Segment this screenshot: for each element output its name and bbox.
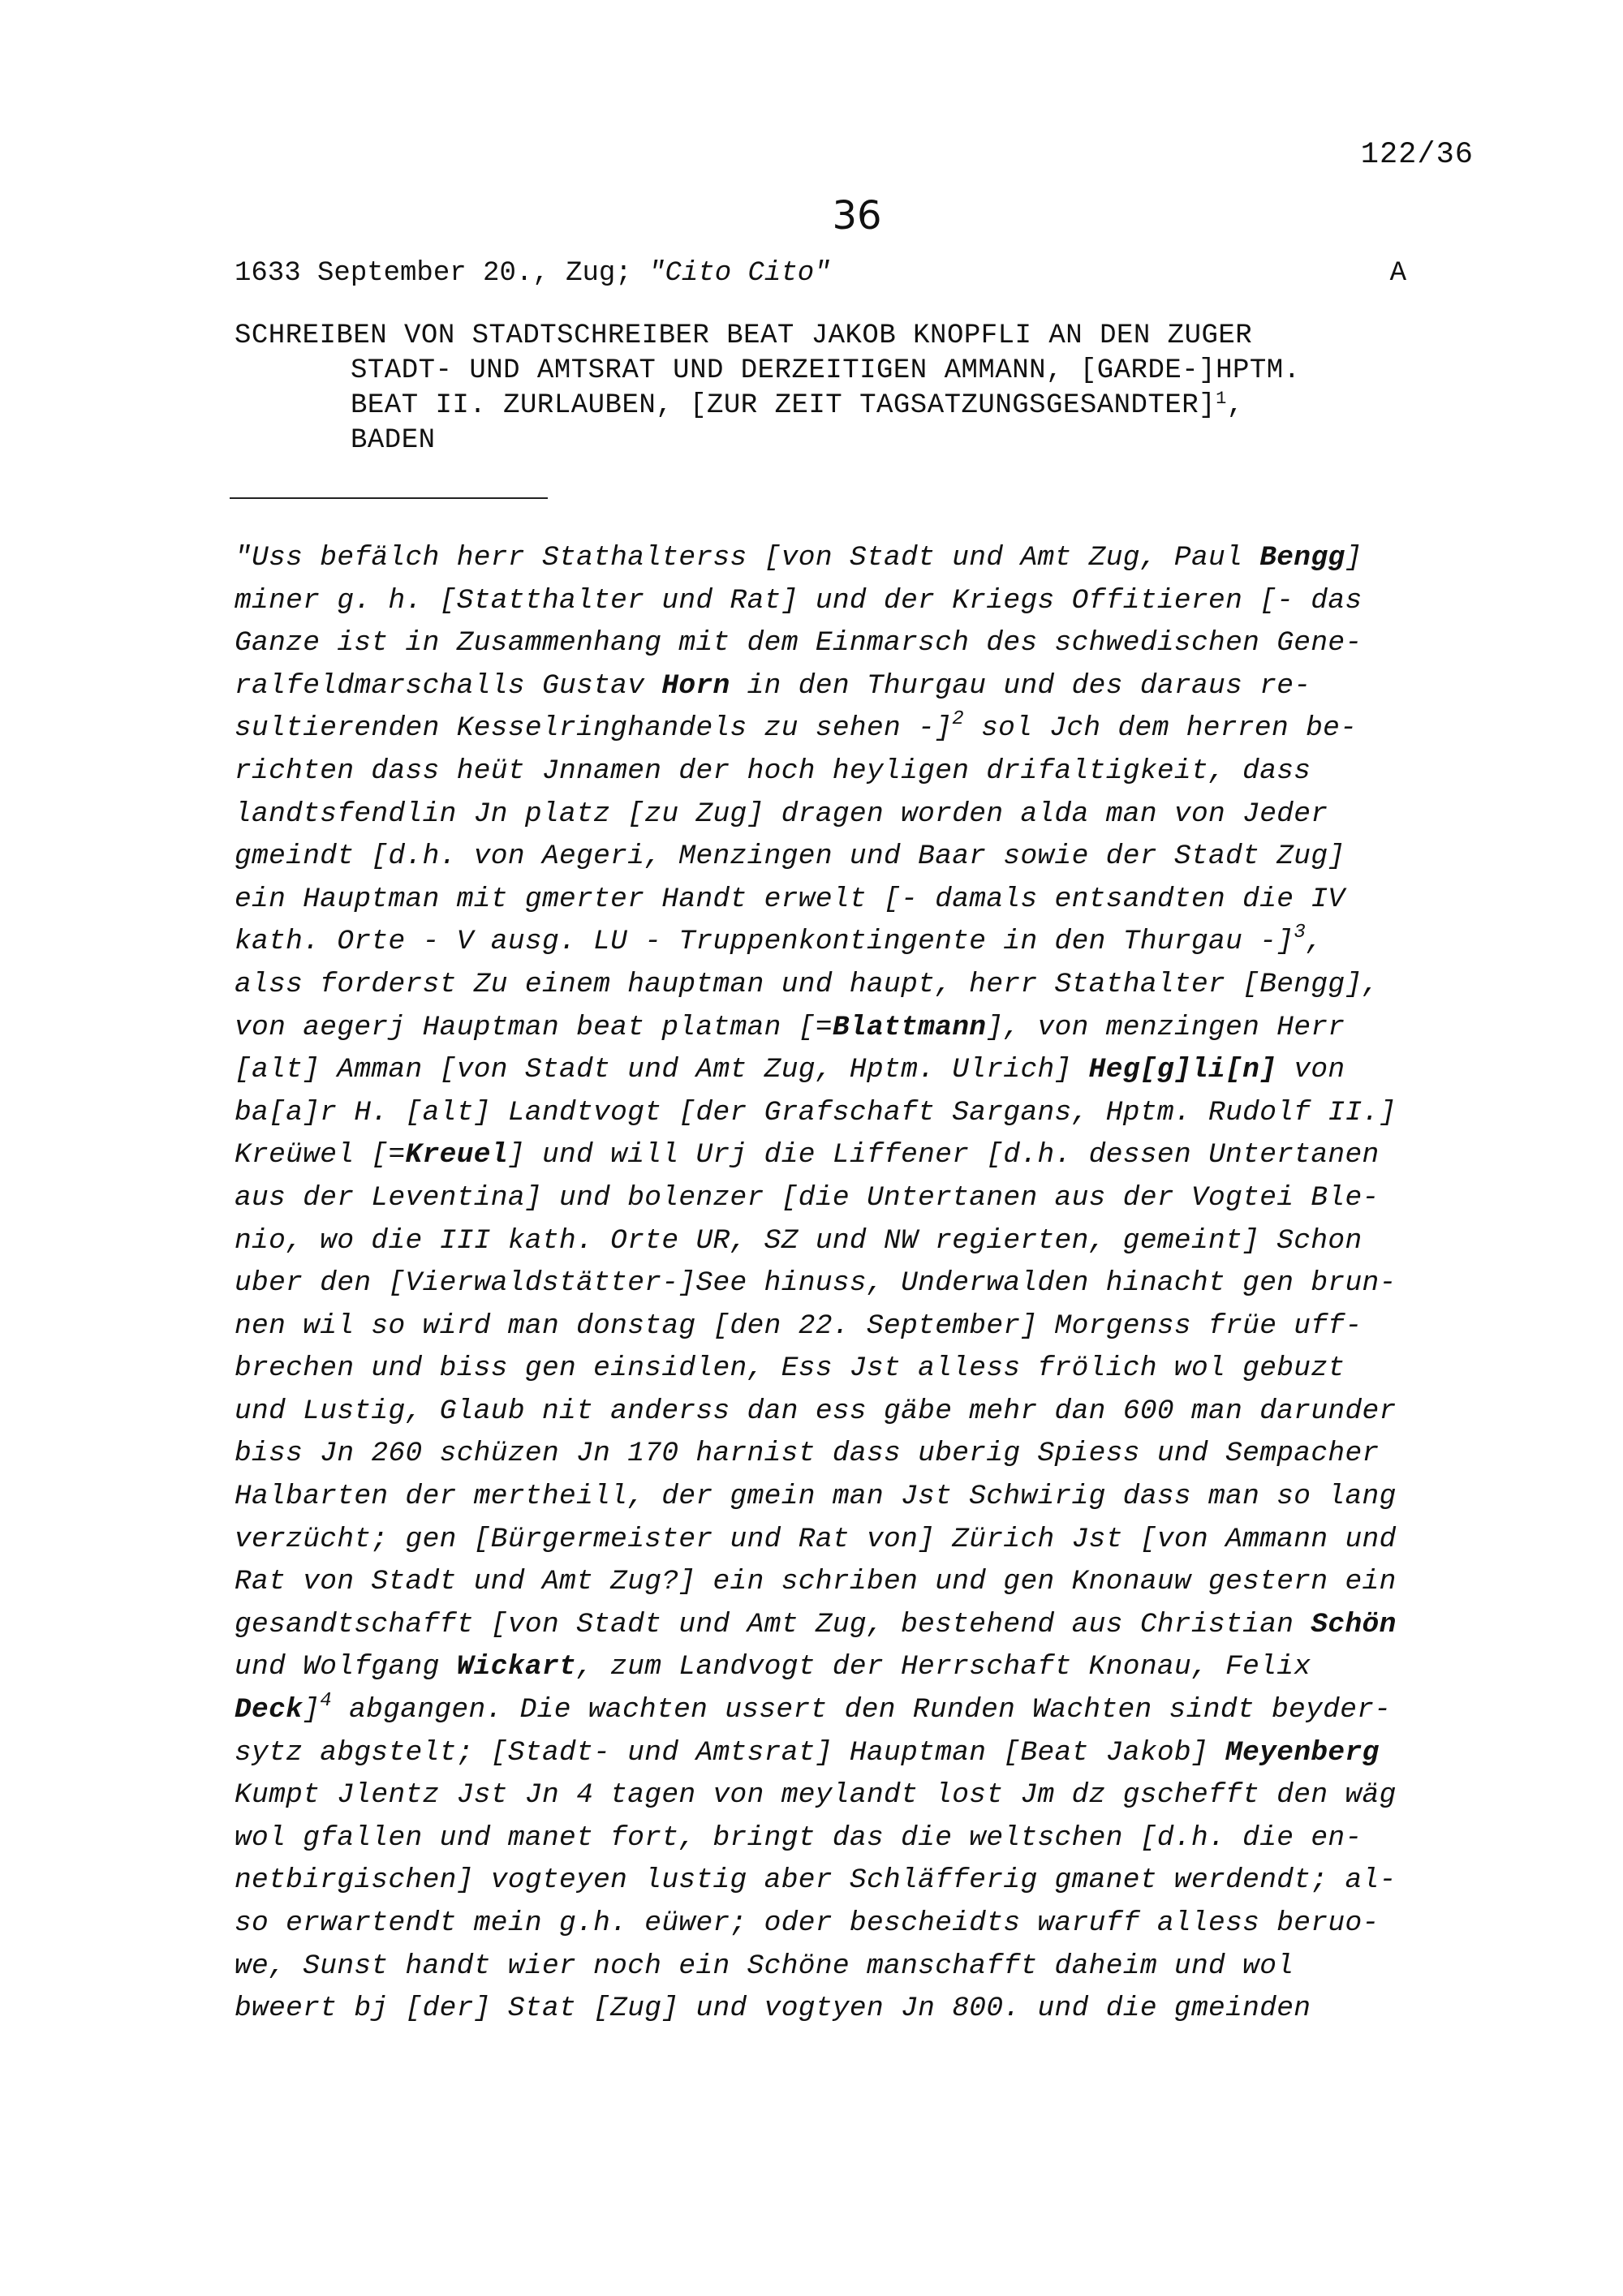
text-line: nen wil so wird man donstag [den 22. September] Morgenss früe uff- bbox=[235, 1309, 1363, 1342]
text-line: Kumpt Jlentz Jst Jn 4 tagen von meylandt lost Jm dz gschefft den wäg bbox=[235, 1779, 1397, 1812]
text-line: "Uss befälch herr Stathalterss [von Stadt und Amt Zug, Paul Bengg] bbox=[235, 542, 1363, 574]
page-reference: 122/36 bbox=[1360, 138, 1474, 172]
text-line: so erwartendt mein g.h. eüwer; oder bescheidts waruff alless beruo- bbox=[235, 1907, 1380, 1939]
text-line: aus der Leventina] und bolenzer [die Untertanen aus der Vogtei Ble- bbox=[235, 1181, 1380, 1214]
name-highlight: Horn bbox=[661, 669, 730, 702]
footnote-ref: 2 bbox=[952, 708, 965, 731]
text-line: wol gfallen und manet fort, bringt das die weltschen [d.h. die en- bbox=[235, 1821, 1363, 1854]
text-line: verzücht; gen [Bürgermeister und Rat von] Zürich Jst [von Ammann und bbox=[235, 1523, 1397, 1555]
text-line: Kreüwel [=Kreuel] und will Urj die Liffener [d.h. dessen Untertanen bbox=[235, 1139, 1380, 1172]
footnote-ref: 4 bbox=[320, 1690, 333, 1713]
text-line: uber den [Vierwaldstätter-]See hinuss, Underwalden hinacht gen brun- bbox=[235, 1267, 1397, 1300]
name-highlight: Schön bbox=[1311, 1608, 1397, 1640]
text-line: ralfeldmarschalls Gustav Horn in den Thurgau und des daraus re- bbox=[235, 669, 1311, 702]
text-line: landtsfendlin Jn platz [zu Zug] dragen worden alda man von Jeder bbox=[235, 798, 1328, 830]
footnote-ref: 1 bbox=[1216, 389, 1227, 409]
text-line: brechen und biss gen einsidlen, Ess Jst alless frölich wol gebuzt bbox=[235, 1352, 1345, 1385]
text-line: sytz abgstelt; [Stadt- und Amtsrat] Hauptman [Beat Jakob] Meyenberg bbox=[235, 1736, 1380, 1769]
text-line: ba[a]r H. [alt] Landtvogt [der Grafschaft Sargans, Hptm. Rudolf II.] bbox=[235, 1096, 1397, 1129]
text-line: miner g. h. [Statthalter und Rat] und der Kriegs Offitieren [- das bbox=[235, 584, 1363, 617]
title-line: BADEN bbox=[351, 425, 436, 456]
text-line: Rat von Stadt und Amt Zug?] ein schriben und gen Knonauw gestern ein bbox=[235, 1566, 1397, 1598]
text-line: nio, wo die III kath. Orte UR, SZ und NW regierten, gemeint] Schon bbox=[235, 1224, 1363, 1257]
name-highlight: Deck bbox=[235, 1694, 304, 1726]
text-line: [alt] Amman [von Stadt und Amt Zug, Hptm. Ulrich] Heg[g]li[n] von bbox=[235, 1054, 1345, 1086]
document-title bbox=[235, 319, 1468, 458]
text-line: alss forderst Zu einem hauptman und haupt, herr Stathalter [Bengg], bbox=[235, 968, 1380, 1000]
date-place: 1633 September 20., Zug; "Cito Cito" bbox=[235, 258, 831, 289]
text-line: ein Hauptman mit gmerter Handt erwelt [- damals entsandten die IV bbox=[235, 883, 1345, 915]
text-line: Deck]$^4$ abgangen. Die wachten ussert den Runden Wachten sindt beyder- bbox=[235, 1690, 1392, 1726]
version-marker: A bbox=[1389, 258, 1406, 289]
text-line: bweert bj [der] Stat [Zug] und vogtyen Jn 800. und die gmeinden bbox=[235, 1993, 1311, 2025]
text-line: und Lustig, Glaub nit anderss dan ess gäbe mehr dan 600 man darunder bbox=[235, 1395, 1397, 1427]
text-line: Halbarten der mertheill, der gmein man Jst Schwirig dass man so lang bbox=[235, 1481, 1397, 1513]
title-line: SCHREIBEN VON STADTSCHREIBER BEAT JAKOB KNOPFLI AN DEN ZUGER bbox=[235, 320, 1253, 351]
name-highlight: Bengg bbox=[1259, 542, 1345, 574]
text-line: biss Jn 260 schüzen Jn 170 harnist dass uberig Spiess und Sempacher bbox=[235, 1438, 1380, 1470]
text-line: sultierenden Kesselringhandels zu sehen -]$^2$ sol Jch dem herren be- bbox=[235, 708, 1358, 745]
text-line: kath. Orte - V ausg. LU - Truppenkontingente in den Thurgau -]$^3$, bbox=[235, 922, 1324, 958]
date-quote: "Cito Cito" bbox=[648, 258, 831, 289]
title-line: STADT- UND AMTSRAT UND DERZEITIGEN AMMANN, [GARDE-]HPTM. bbox=[351, 355, 1301, 386]
date-line bbox=[235, 258, 1406, 289]
name-highlight: Wickart bbox=[456, 1651, 577, 1683]
name-highlight: Kreuel bbox=[405, 1139, 508, 1172]
name-highlight: Meyenberg bbox=[1225, 1736, 1380, 1769]
text-line: richten dass heüt Jnnamen der hoch heyligen drifaltigkeit, dass bbox=[235, 755, 1311, 787]
divider-rule bbox=[230, 497, 548, 499]
text-line: gesandtschafft [von Stadt und Amt Zug, bestehend aus Christian Schön bbox=[235, 1608, 1397, 1640]
text-line: netbirgischen] vogteyen lustig aber Schläfferig gmanet werdendt; al- bbox=[235, 1864, 1397, 1897]
document-number: 36 bbox=[832, 193, 882, 239]
name-highlight: Blattmann bbox=[832, 1011, 987, 1043]
text-line: Ganze ist in Zusammenhang mit dem Einmarsch des schwedischen Gene- bbox=[235, 627, 1363, 660]
footnote-ref: 3 bbox=[1294, 922, 1307, 944]
letter-body bbox=[235, 537, 1484, 2031]
text-line: und Wolfgang Wickart, zum Landvogt der Herrschaft Knonau, Felix bbox=[235, 1651, 1311, 1683]
text-line: von aegerj Hauptman beat platman [=Blattmann], von menzingen Herr bbox=[235, 1011, 1345, 1043]
text-line: we, Sunst handt wier noch ein Schöne manschafft daheim und wol bbox=[235, 1950, 1294, 1982]
title-line: BEAT II. ZURLAUBEN, [ZUR ZEIT TAGSATZUNGSGESANDTER]$^1$, bbox=[351, 389, 1244, 421]
text-line: gmeindt [d.h. von Aegeri, Menzingen und Baar sowie der Stadt Zug] bbox=[235, 841, 1345, 873]
name-highlight: Heg[g]li[n] bbox=[1088, 1054, 1277, 1086]
